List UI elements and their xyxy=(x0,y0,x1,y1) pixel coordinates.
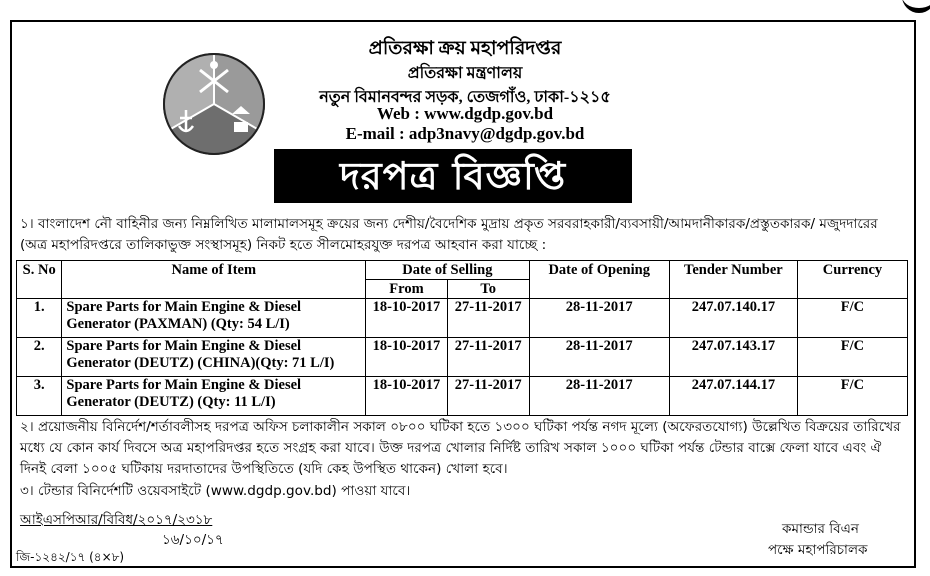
org-address: নতুন বিমানবন্দর সড়ক, তেজগাঁও, ঢাকা-১২১৫ xyxy=(319,89,611,106)
table-row xyxy=(17,299,908,338)
header-from: From xyxy=(366,280,448,299)
cell-opening: 28-11-2017 xyxy=(529,377,669,416)
cell-currency: F/C xyxy=(797,299,907,338)
memo-number-text: আইএসপিআর/বিবিধ/২০১৭/২৩১৮ xyxy=(20,512,213,528)
tender-table xyxy=(16,260,908,416)
paragraph-2: ২। প্রয়োজনীয় বিনির্দেশ/শর্তাবলীসহ দরপত্র অফিস চলাকালীন সকাল ০৮০০ ঘটিকা হতে ১৩০০ ঘটিকা পর্যন্ত নগদ মূল্যে (অফেরতযোগ্য) উল্লেখিত বিক্রয়ের তারিখের মধ্যে যে কোন কার্য দিবসে অত্র মহাপরিদপ্তর হতে সংগ্রহ করা যাবে। উক্ত দরপত্র খোলার নির্দিষ্ট তারিখ সকাল ১০০০ ঘটিকা পর্যন্ত টেন্ডার বাক্সে ফেলা যাবে এবং ঐ দিনই বেলা ১০০৫ ঘটিকায় দরদাতাদের উপস্থিতিতে (যদি কেহ উপস্থিত থাকেন) খোলা হবে। xyxy=(20,419,901,477)
header-date-selling: Date of Selling xyxy=(366,261,529,280)
table-row xyxy=(17,377,908,416)
header-date-opening: Date of Opening xyxy=(529,261,669,299)
cell-sno: 3. xyxy=(17,377,62,416)
cell-currency: F/C xyxy=(797,377,907,416)
cell-to: 27-11-2017 xyxy=(447,299,529,338)
cell-item: Spare Parts for Main Engine & Diesel Generator (PAXMAN) (Qty: 54 L/I) xyxy=(62,299,366,338)
tender-notice-banner: দরপত্র বিজ্ঞপ্তি xyxy=(274,149,632,203)
cell-from: 18-10-2017 xyxy=(366,299,448,338)
cell-tender: 247.07.144.17 xyxy=(669,377,797,416)
signatory-on-behalf: পক্ষে মহাপরিচালক xyxy=(768,542,868,558)
cell-sno: 2. xyxy=(17,338,62,377)
memo-date: ১৬/১০/১৭ xyxy=(162,532,224,548)
cell-from: 18-10-2017 xyxy=(366,377,448,416)
header-tender-number: Tender Number xyxy=(669,261,797,299)
cell-sno: 1. xyxy=(17,299,62,338)
header-item: Name of Item xyxy=(62,261,366,299)
cell-item: Spare Parts for Main Engine & Diesel Generator (DEUTZ) (CHINA)(Qty: 71 L/I) xyxy=(62,338,366,377)
cell-opening: 28-11-2017 xyxy=(529,299,669,338)
org-name: প্রতিরক্ষা ক্রয় মহাপরিদপ্তর xyxy=(368,38,562,59)
tender-notice-frame xyxy=(10,20,916,568)
cell-tender: 247.07.140.17 xyxy=(669,299,797,338)
corner-decoration xyxy=(902,0,930,13)
cell-opening: 28-11-2017 xyxy=(529,338,669,377)
paragraph-3: ৩। টেন্ডার বিনির্দেশটি ওয়েবসাইটে (www.dgdp.gov.bd) পাওয়া যাবে। xyxy=(20,483,411,499)
cell-tender: 247.07.143.17 xyxy=(669,338,797,377)
cell-currency: F/C xyxy=(797,338,907,377)
publication-code: জি-১২৪২/১৭ (৪×৮) xyxy=(16,550,125,564)
cell-from: 18-10-2017 xyxy=(366,338,448,377)
table-row xyxy=(17,338,908,377)
cell-to: 27-11-2017 xyxy=(447,338,529,377)
header-to: To xyxy=(447,280,529,299)
web-address: Web : www.dgdp.gov.bd xyxy=(376,104,554,123)
table-header-row xyxy=(17,261,908,280)
header-currency: Currency xyxy=(797,261,907,299)
header-sno: S. No xyxy=(17,261,62,299)
ministry-name: প্রতিরক্ষা মন্ত্রণালয় xyxy=(407,65,523,82)
cell-item: Spare Parts for Main Engine & Diesel Generator (DEUTZ) (Qty: 11 L/I) xyxy=(62,377,366,416)
paragraph-1: ১। বাংলাদেশ নৌ বাহিনীর জন্য নিম্নলিখিত মালামালসমূহ ক্রয়ের জন্য দেশীয়/বৈদেশিক মুদ্রায় প্রকৃত সরবরাহকারী/ব্যবসায়ী/আমদানীকারক/প্রস্তুতকারক/ মজুদদারের (অত্র মহাপরিদপ্তরে তালিকাভুক্ত সংস্থাসমূহ) নিকট হতে সীলমোহরযুক্ত দরপত্র আহবান করা যাচ্ছে : xyxy=(20,216,878,253)
email-address: E-mail : adp3navy@dgdp.gov.bd xyxy=(345,124,585,143)
signatory-rank: কমান্ডার বিএন xyxy=(782,521,859,537)
cell-to: 27-11-2017 xyxy=(447,377,529,416)
